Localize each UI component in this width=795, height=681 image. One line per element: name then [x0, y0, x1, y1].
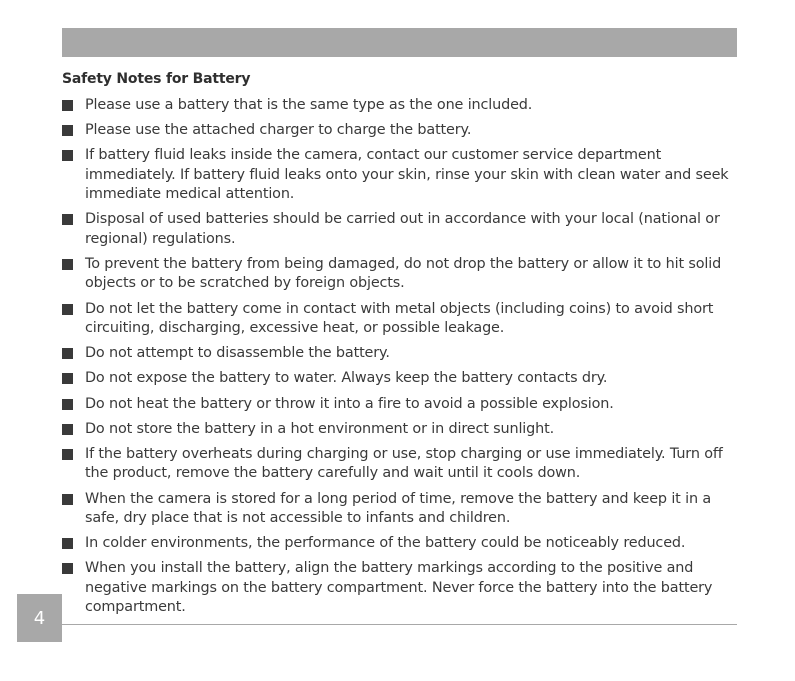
- note-text: Do not attempt to disassemble the battery.: [85, 345, 390, 362]
- list-item: [62, 300, 734, 339]
- square-bullet-icon: [62, 348, 73, 359]
- list-item: [62, 344, 734, 363]
- list-item: [62, 420, 734, 439]
- list-item: [62, 559, 734, 617]
- list-item: [62, 210, 734, 249]
- list-item: [62, 395, 734, 414]
- note-text: If battery fluid leaks inside the camera, contact our customer service department immediately. If battery fluid leaks onto your skin, rinse your skin with clean water and seek immediate medical attention.: [85, 147, 729, 203]
- list-item: [62, 369, 734, 388]
- square-bullet-icon: [62, 100, 73, 111]
- note-text: Do not store the battery in a hot environment or in direct sunlight.: [85, 420, 555, 437]
- square-bullet-icon: [62, 538, 73, 549]
- note-text: Please use a battery that is the same type as the one included.: [85, 97, 533, 113]
- list-item: [62, 490, 734, 529]
- note-text: Do not heat the battery or throw it into a fire to avoid a possible explosion.: [85, 395, 614, 412]
- square-bullet-icon: [62, 373, 73, 384]
- note-text: When you install the battery, align the battery markings according to the positive and negative markings on the battery compartment. Never force the battery into the battery compartment.: [85, 560, 713, 616]
- list-item: [62, 534, 734, 553]
- square-bullet-icon: [62, 259, 73, 270]
- footer-divider: [62, 624, 737, 625]
- note-text: If the battery overheats during charging or use, stop charging or use immediately. Turn off the product, remove the battery carefully and wait until it cools down.: [85, 446, 723, 482]
- note-text: In colder environments, the performance of the battery could be noticeably reduced.: [85, 535, 686, 552]
- square-bullet-icon: [62, 494, 73, 505]
- safety-notes-list: [62, 96, 734, 624]
- note-text: Do not let the battery come in contact with metal objects (including coins) to avoid short circuiting, discharging, excessive heat, or possible leakage.: [85, 300, 714, 337]
- note-text: Do not expose the battery to water. Always keep the battery contacts dry.: [85, 370, 608, 387]
- note-text: To prevent the battery from being damaged, do not drop the battery or allow it to hit solid objects or to be scratched by foreign objects.: [85, 256, 722, 292]
- square-bullet-icon: [62, 424, 73, 435]
- square-bullet-icon: [62, 563, 73, 574]
- page-number: 4: [33, 607, 46, 629]
- section-title: Safety Notes for Battery: [62, 71, 251, 87]
- note-text: When the camera is stored for a long period of time, remove the battery and keep it in a safe, dry place that is not accessible to infants and children.: [85, 490, 712, 527]
- page-number-badge: [17, 594, 62, 642]
- square-bullet-icon: [62, 449, 73, 460]
- square-bullet-icon: [62, 399, 73, 410]
- note-text: Disposal of used batteries should be carried out in accordance with your local (national or regional) regulations.: [85, 211, 720, 247]
- square-bullet-icon: [62, 304, 73, 315]
- list-item: [62, 255, 734, 294]
- list-item: [62, 445, 734, 484]
- list-item: [62, 121, 734, 140]
- square-bullet-icon: [62, 150, 73, 161]
- list-item: [62, 146, 734, 204]
- list-item: [62, 96, 734, 115]
- square-bullet-icon: [62, 214, 73, 225]
- header-bar: [62, 28, 737, 57]
- square-bullet-icon: [62, 125, 73, 136]
- note-text: Please use the attached charger to charge the battery.: [85, 122, 472, 139]
